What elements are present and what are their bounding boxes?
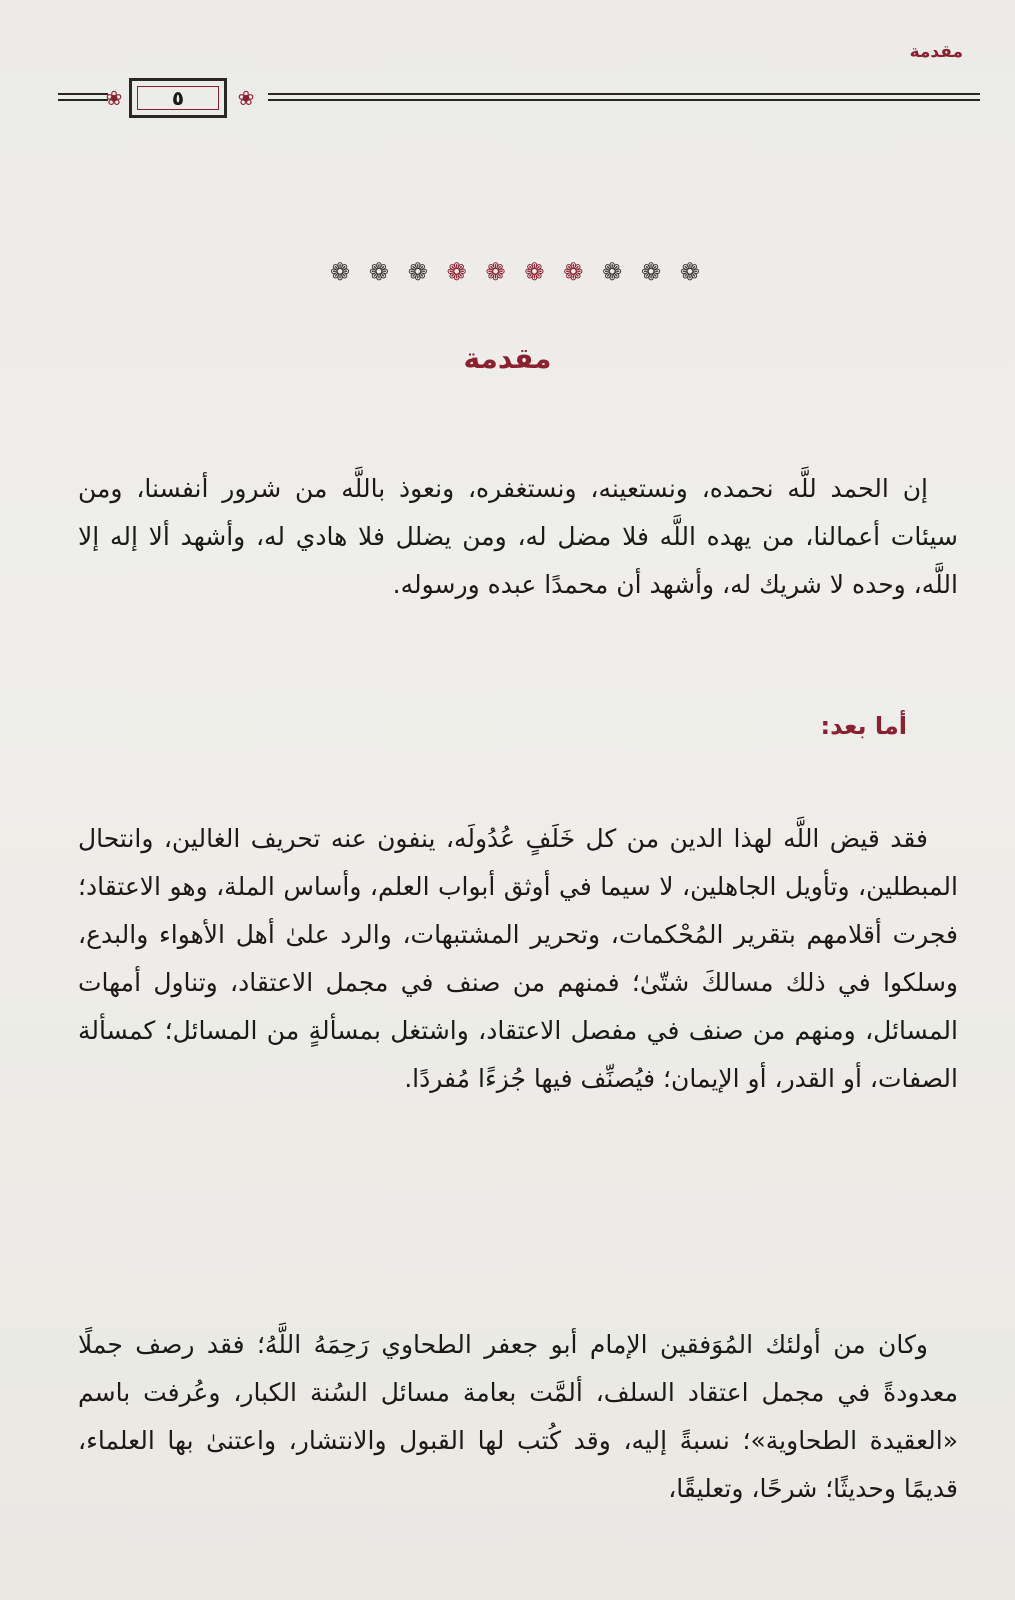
flower-ornament-icon: ❁ — [446, 258, 467, 286]
decorative-flower-row — [330, 258, 700, 286]
paragraph-body: فقد قيض اللَّه لهذا الدين من كل خَلَفٍ عُدُولَه، ينفون عنه تحريف الغالين، وانتحال المبطلين، وتأويل الجاهلين، لا سيما في أوثق أبواب العلم، وأساس الملة، وهو الاعتقاد؛ فجرت أقلامهم بتقرير المُحْكمات، وتحرير المشتبهات، والرد علىٰ أهل الأهواء والبدع، وسلكوا في ذلك مسالكَ شتّىٰ؛ فمنهم من صنف في مجمل الاعتقاد، وتناول أمهات المسائل، ومنهم من صنف في مفصل الاعتقاد، واشتغل بمسألةٍ من المسائل؛ كمسألة الصفات، أو القدر، أو الإيمان؛ فيُصنِّف فيها جُزءًا مُفردًا. — [78, 824, 958, 1093]
flower-ornament-icon: ❁ — [602, 258, 623, 286]
header-rule — [58, 78, 980, 118]
paragraph-body: وكان من أولئك المُوَفقين الإمام أبو جعفر الطحاوي رَحِمَهُ اللَّهُ؛ فقد رصف جملًا معدودةً في مجمل اعتقاد السلف، ألمَّت بعامة مسائل السُنة الكبار، وعُرفت باسم «العقيدة الطحاوية»؛ نسبةً إليه، وقد كُتب لها القبول والانتشار، واعتنىٰ بها العلماء، قديمًا وحديثًا؛ شرحًا، وتعليقًا، — [78, 1330, 958, 1503]
flower-ornament-icon: ❁ — [524, 258, 545, 286]
rule-line — [268, 99, 980, 101]
section-title: مقدمة — [463, 342, 552, 375]
page-number: ٥ — [171, 86, 185, 110]
flower-ornament-icon: ❁ — [641, 258, 662, 286]
page-number-box — [129, 78, 227, 118]
flower-ornament-icon: ❁ — [330, 258, 351, 286]
flower-ornament-icon: ❁ — [679, 258, 700, 286]
rule-line — [58, 93, 108, 95]
ornament-icon: ❀ — [105, 86, 123, 110]
rule-line — [58, 99, 108, 101]
ornament-icon: ❀ — [237, 86, 255, 110]
rule-line — [268, 93, 980, 95]
flower-ornament-icon: ❁ — [485, 258, 506, 286]
amma-bad-heading: أما بعد: — [820, 712, 907, 740]
paragraph-opening: إن الحمد للَّه نحمده، ونستعينه، ونستغفره، ونعوذ باللَّه من شرور أنفسنا، ومن سيئات أعمالنا، من يهده اللَّه فلا مضل له، ومن يضلل فلا هادي له، وأشهد ألا إله إلا اللَّه، وحده لا شريك له، وأشهد أن محمدًا عبده ورسوله. — [78, 474, 958, 599]
running-head: مقدمة — [909, 42, 963, 62]
flower-ornament-icon: ❁ — [563, 258, 584, 286]
flower-ornament-icon: ❁ — [407, 258, 428, 286]
flower-ornament-icon: ❁ — [368, 258, 389, 286]
